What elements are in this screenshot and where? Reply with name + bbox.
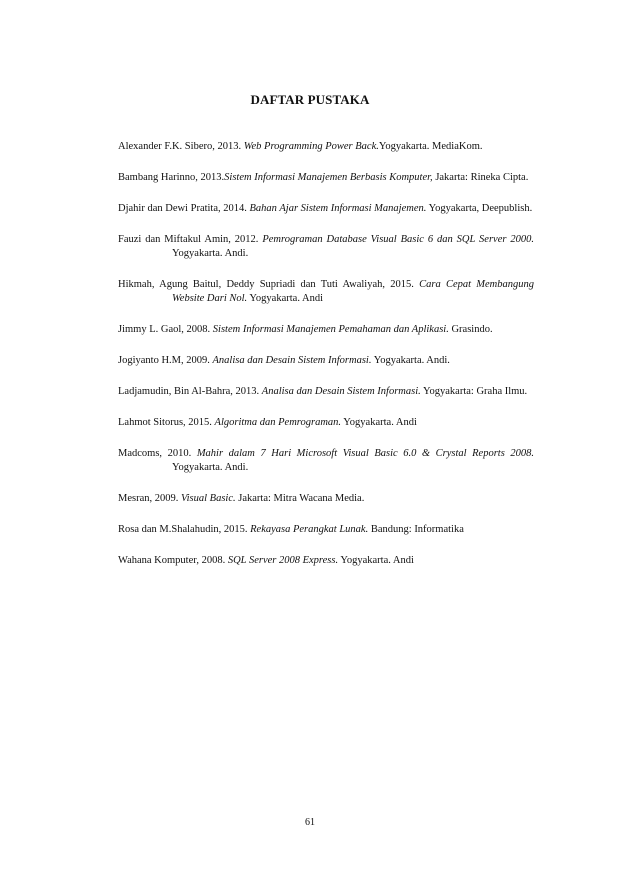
reference-item: Madcoms, 2010. Mahir dalam 7 Hari Microsoft Visual Basic 6.0 & Crystal Reports 2008. Yogyakarta. Andi.: [118, 448, 534, 473]
reference-item: Lahmot Sitorus, 2015. Algoritma dan Pemrograman. Yogyakarta. Andi: [118, 417, 417, 428]
reference-item: Ladjamudin, Bin Al-Bahra, 2013. Analisa dan Desain Sistem Informasi. Yogyakarta: Graha Ilmu.: [118, 386, 528, 397]
reference-item: Alexander F.K. Sibero, 2013. Web Programming Power Back.Yogyakarta. MediaKom.: [118, 141, 483, 152]
reference-item: Fauzi dan Miftakul Amin, 2012. Pemrograman Database Visual Basic 6 dan SQL Server 2000. Yogyakarta. Andi.: [118, 234, 534, 259]
reference-list: [118, 140, 534, 585]
reference-item: Wahana Komputer, 2008. SQL Server 2008 Express. Yogyakarta. Andi: [118, 555, 414, 566]
page-number: 61: [305, 817, 315, 828]
reference-item: Djahir dan Dewi Pratita, 2014. Bahan Ajar Sistem Informasi Manajemen. Yogyakarta, Deepublish.: [118, 203, 533, 214]
page-title: DAFTAR PUSTAKA: [250, 92, 370, 107]
reference-item: Rosa dan M.Shalahudin, 2015. Rekayasa Perangkat Lunak. Bandung: Informatika: [118, 524, 464, 535]
reference-item: Mesran, 2009. Visual Basic. Jakarta: Mitra Wacana Media.: [118, 493, 365, 504]
reference-item: Jogiyanto H.M, 2009. Analisa dan Desain Sistem Informasi. Yogyakarta. Andi.: [118, 355, 450, 366]
reference-item: Bambang Harinno, 2013.Sistem Informasi Manajemen Berbasis Komputer, Jakarta: Rineka Cipta.: [118, 172, 529, 183]
reference-item: Jimmy L. Gaol, 2008. Sistem Informasi Manajemen Pemahaman dan Aplikasi. Grasindo.: [118, 324, 493, 335]
reference-item: Hikmah, Agung Baitul, Deddy Supriadi dan Tuti Awaliyah, 2015. Cara Cepat Membangung Website Dari Nol. Yogyakarta. Andi: [118, 279, 534, 304]
